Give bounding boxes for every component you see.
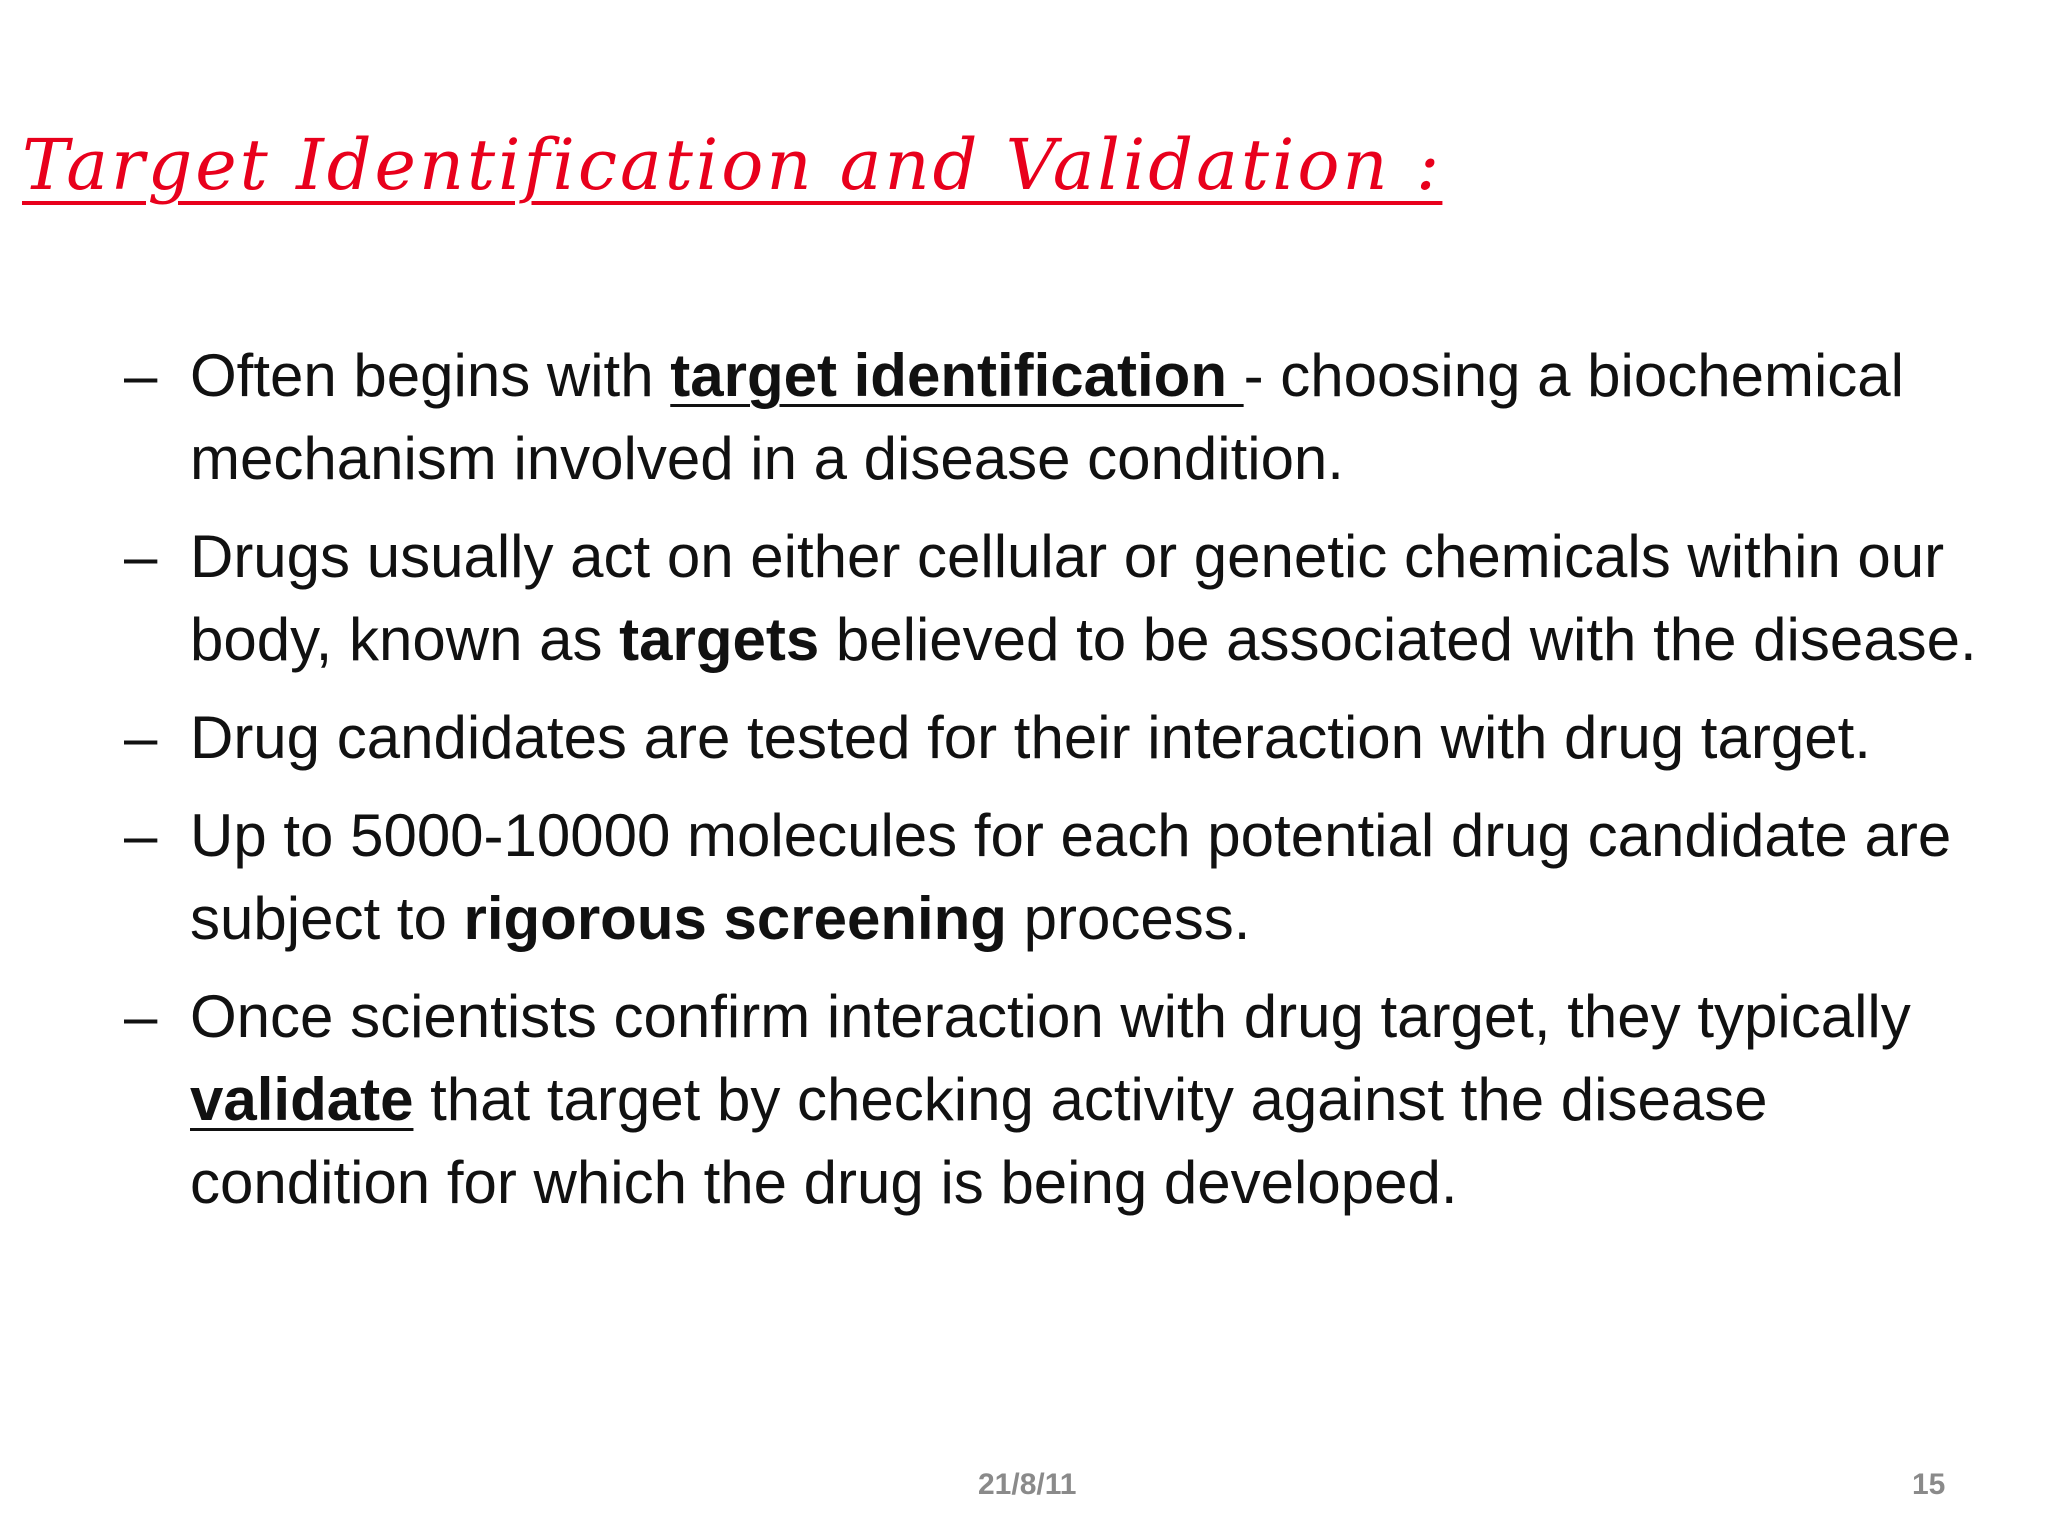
bullet-text: Up to 5000-10000 molecules for each potential drug candidate are subject to <box>190 802 1952 952</box>
bullet-item-1 <box>124 334 2004 500</box>
bullet-text: Drug candidates are tested for their interaction with drug target. <box>190 704 1871 771</box>
bullet-text: believed to be associated with the disease. <box>819 606 1977 673</box>
bullet-text: Drugs usually act on either cellular or genetic chemicals within our body, known as <box>190 523 1945 673</box>
footer-date: 21/8/11 <box>978 1468 1077 1501</box>
bullet-dash: – <box>124 342 158 409</box>
bullet-item-4 <box>124 794 2004 960</box>
bullet-text: Often begins with <box>190 342 671 409</box>
slide-title: Target Identification and Validation : <box>22 124 1443 206</box>
bullet-text: - choosing a biochemical mechanism involved in a disease condition. <box>190 342 1904 492</box>
emphasis-rigorous-screening: rigorous screening <box>463 885 1007 952</box>
bullet-text: Once scientists confirm interaction with drug target, they typically <box>190 983 1911 1050</box>
bullet-list <box>124 334 2004 1239</box>
bullet-item-3 <box>124 696 2004 779</box>
bullet-dash: – <box>124 523 158 590</box>
bullet-text: that target by checking activity against the disease condition for which the drug is being developed. <box>190 1066 1768 1216</box>
bullet-dash: – <box>124 983 158 1050</box>
emphasis-target-identification: target identification <box>670 342 1244 409</box>
emphasis-validate: validate <box>190 1066 414 1133</box>
bullet-dash: – <box>124 802 158 869</box>
bullet-dash: – <box>124 704 158 771</box>
bullet-text: process. <box>1006 885 1251 952</box>
bullet-item-2 <box>124 515 2004 681</box>
emphasis-targets: targets <box>619 606 820 673</box>
bullet-item-5 <box>124 975 2004 1224</box>
footer-page-number: 15 <box>1912 1468 1946 1501</box>
